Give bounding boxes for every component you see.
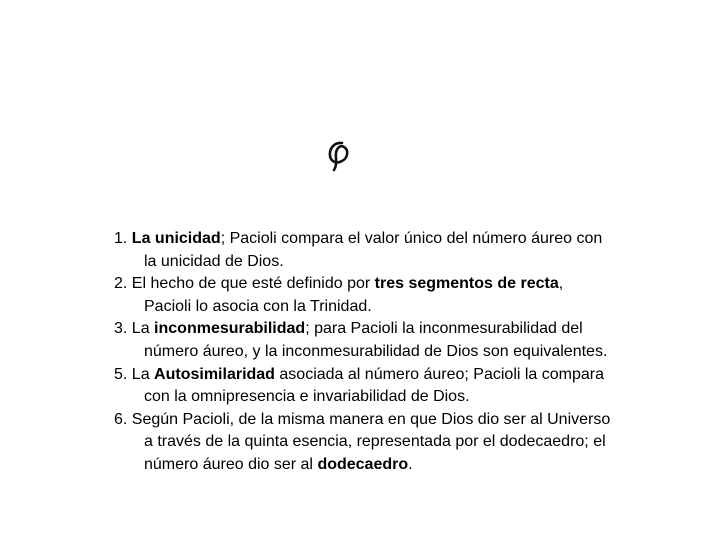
list-item <box>114 364 614 409</box>
item-number: 1. <box>114 230 128 247</box>
item-text: asociada al número áureo; Pacioli la compara con la omnipresencia e invariabilidad de Dios. <box>144 365 605 406</box>
item-pre: El hecho de que esté definido por <box>131 275 371 293</box>
list-item <box>114 228 614 273</box>
item-pre: La <box>131 320 150 338</box>
item-text: ; para Pacioli la inconmesurabilidad del número áureo, y la inconmesurabilidad de Dios son equivalentes. <box>144 320 608 360</box>
item-number: 3. <box>114 320 128 338</box>
item-number: 2. <box>114 275 128 293</box>
list-item <box>114 273 614 318</box>
item-number: 6. <box>114 410 128 428</box>
item-strong: tres segmentos de recta <box>374 275 559 293</box>
item-strong: dodecaedro <box>317 455 409 473</box>
list-item <box>114 318 614 363</box>
item-text: , Pacioli lo asocia con la Trinidad. <box>144 275 564 315</box>
statement-list <box>114 228 614 477</box>
item-text: ; Pacioli compara el valor único del número áureo con la unicidad de Dios. <box>144 230 603 270</box>
item-strong: Autosimilaridad <box>154 365 275 383</box>
item-number: 5. <box>114 365 128 383</box>
item-text: . <box>408 455 413 473</box>
item-pre: Según Pacioli, de la misma manera en que Dios dio ser al Universo a través de la quinta esencia, representada por el dodecaedro; el número áureo dio ser al <box>131 410 611 473</box>
item-strong: inconmesurabilidad <box>154 320 306 338</box>
list-item <box>114 409 614 477</box>
item-pre: La <box>131 365 150 383</box>
item-strong: La unicidad <box>131 230 221 247</box>
phi-icon <box>320 136 356 172</box>
